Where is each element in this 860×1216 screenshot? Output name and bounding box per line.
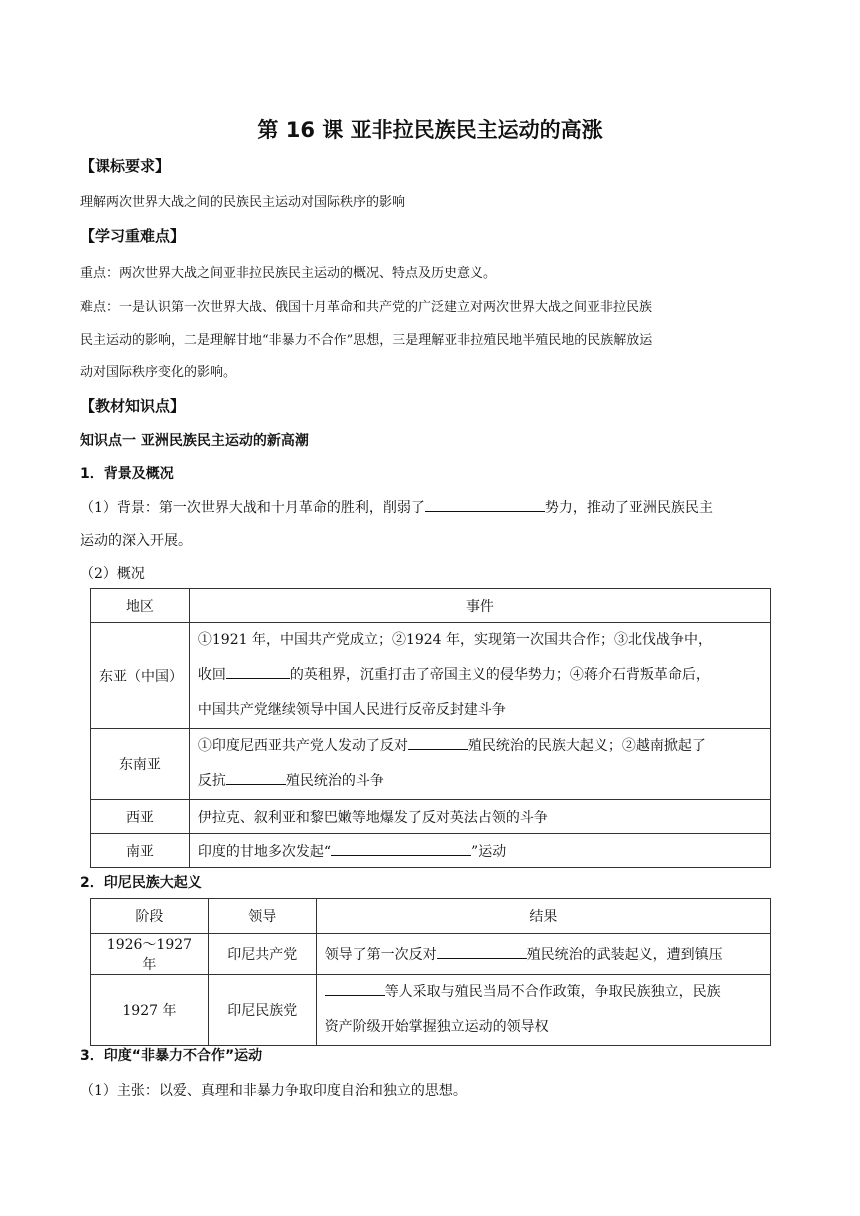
subheading-india: 3．印度“非暴力不合作”运动 (80, 1048, 263, 1064)
fill-blank[interactable] (226, 772, 286, 785)
indonesia-table (90, 898, 771, 1046)
column-header-result: 结果 (316, 899, 770, 934)
difficult-point-line: 动对国际秩序变化的影响。 (80, 365, 237, 380)
result-cell (316, 975, 770, 1046)
event-line: 中国共产党继续领导中国人民进行反帝反封建斗争 (197, 702, 506, 718)
subheading-background: 1．背景及概况 (80, 466, 174, 482)
result-line: 资产阶级开始掌握独立运动的领导权 (324, 1019, 549, 1035)
background-text-b: 势力，推动了亚洲民族民主 (544, 500, 713, 516)
fill-blank[interactable] (331, 843, 471, 856)
leader-cell: 印尼共产党 (208, 934, 316, 975)
event-cell (189, 729, 770, 800)
region-cell: 东亚（中国） (91, 623, 190, 729)
column-header-stage: 阶段 (91, 899, 209, 934)
table-row (91, 834, 771, 868)
fill-blank[interactable] (325, 983, 385, 996)
difficult-point-line: 民主运动的影响，二是理解甘地“非暴力不合作”思想，三是理解亚非拉殖民地半殖民地的民族解放运 (80, 333, 653, 348)
event-text: 收回 (197, 667, 226, 683)
table-row (91, 800, 771, 834)
column-header-region: 地区 (91, 589, 190, 623)
table-row (91, 934, 771, 975)
fill-blank[interactable] (425, 499, 545, 512)
key-point-text: 重点：两次世界大战之间亚非拉民族民主运动的概况、特点及历史意义。 (80, 266, 497, 281)
region-cell: 南亚 (91, 834, 190, 868)
overview-label: （2）概况 (80, 566, 145, 582)
event-line (198, 729, 762, 764)
event-text: 殖民统治的斗争 (285, 773, 384, 789)
difficult-point-line: 难点：一是认识第一次世界大战、俄国十月革命和共产党的广泛建立对两次世界大战之间亚非拉民族 (80, 300, 653, 315)
stage-cell: 1926～1927 年 (91, 934, 209, 975)
table-row (91, 729, 771, 800)
event-text: 反抗 (197, 773, 226, 789)
result-text: 等人采取与殖民当局不合作政策，争取民族独立，民族 (384, 984, 721, 1000)
background-text-a: （1）背景：第一次世界大战和十月革命的胜利，削弱了 (80, 500, 425, 516)
fill-blank[interactable] (226, 666, 290, 679)
event-text: 印度的甘地多次发起“ (197, 843, 332, 860)
result-text: 殖民统治的武装起义，遭到镇压 (526, 947, 723, 963)
event-cell (189, 623, 770, 729)
event-text: 的英租界，沉重打击了帝国主义的侵华势力；④蒋介石背叛革命后， (289, 667, 710, 683)
knowledge-heading: 【教材知识点】 (80, 397, 186, 415)
table-header-row (91, 589, 771, 623)
key-points-heading: 【学习重难点】 (80, 227, 186, 245)
event-cell: 伊拉克、叙利亚和黎巴嫩等地爆发了反对英法占领的斗争 (189, 800, 770, 834)
result-line (325, 975, 762, 1010)
knowledge-point-1: 知识点一 亚洲民族民主运动的新高潮 (80, 433, 309, 449)
event-text: ”运动 (471, 843, 507, 860)
result-cell (316, 934, 770, 975)
table-row (91, 975, 771, 1046)
overview-table (90, 588, 771, 868)
subheading-indonesia: 2．印尼民族大起义 (80, 875, 202, 891)
fill-blank[interactable] (408, 737, 468, 750)
standard-heading: 【课标要求】 (80, 157, 171, 175)
result-text: 领导了第一次反对 (324, 947, 437, 963)
event-cell (189, 834, 770, 868)
event-text: 殖民统治的民族大起义；②越南掀起了 (467, 738, 706, 754)
region-cell: 西亚 (91, 800, 190, 834)
background-line (80, 497, 713, 517)
lesson-title: 第 16 课 亚非拉民族民主运动的高涨 (257, 118, 603, 142)
region-cell: 东南亚 (91, 729, 190, 800)
event-line (198, 764, 762, 799)
stage-cell: 1927 年 (91, 975, 209, 1046)
table-header-row (91, 899, 771, 934)
claim-text: （1）主张：以爱、真理和非暴力争取印度自治和独立的思想。 (80, 1083, 467, 1099)
event-line (198, 658, 762, 693)
leader-cell: 印尼民族党 (208, 975, 316, 1046)
standard-text: 理解两次世界大战之间的民族民主运动对国际秩序的影响 (80, 195, 406, 210)
event-line: ①1921 年，中国共产党成立；②1924 年，实现第一次国共合作；③北伐战争中， (197, 632, 713, 648)
column-header-event: 事件 (189, 589, 770, 623)
background-line-continued: 运动的深入开展。 (80, 533, 192, 549)
table-row (91, 623, 771, 729)
event-text: ①印度尼西亚共产党人发动了反对 (197, 738, 408, 754)
column-header-leader: 领导 (208, 899, 316, 934)
fill-blank[interactable] (437, 946, 527, 959)
